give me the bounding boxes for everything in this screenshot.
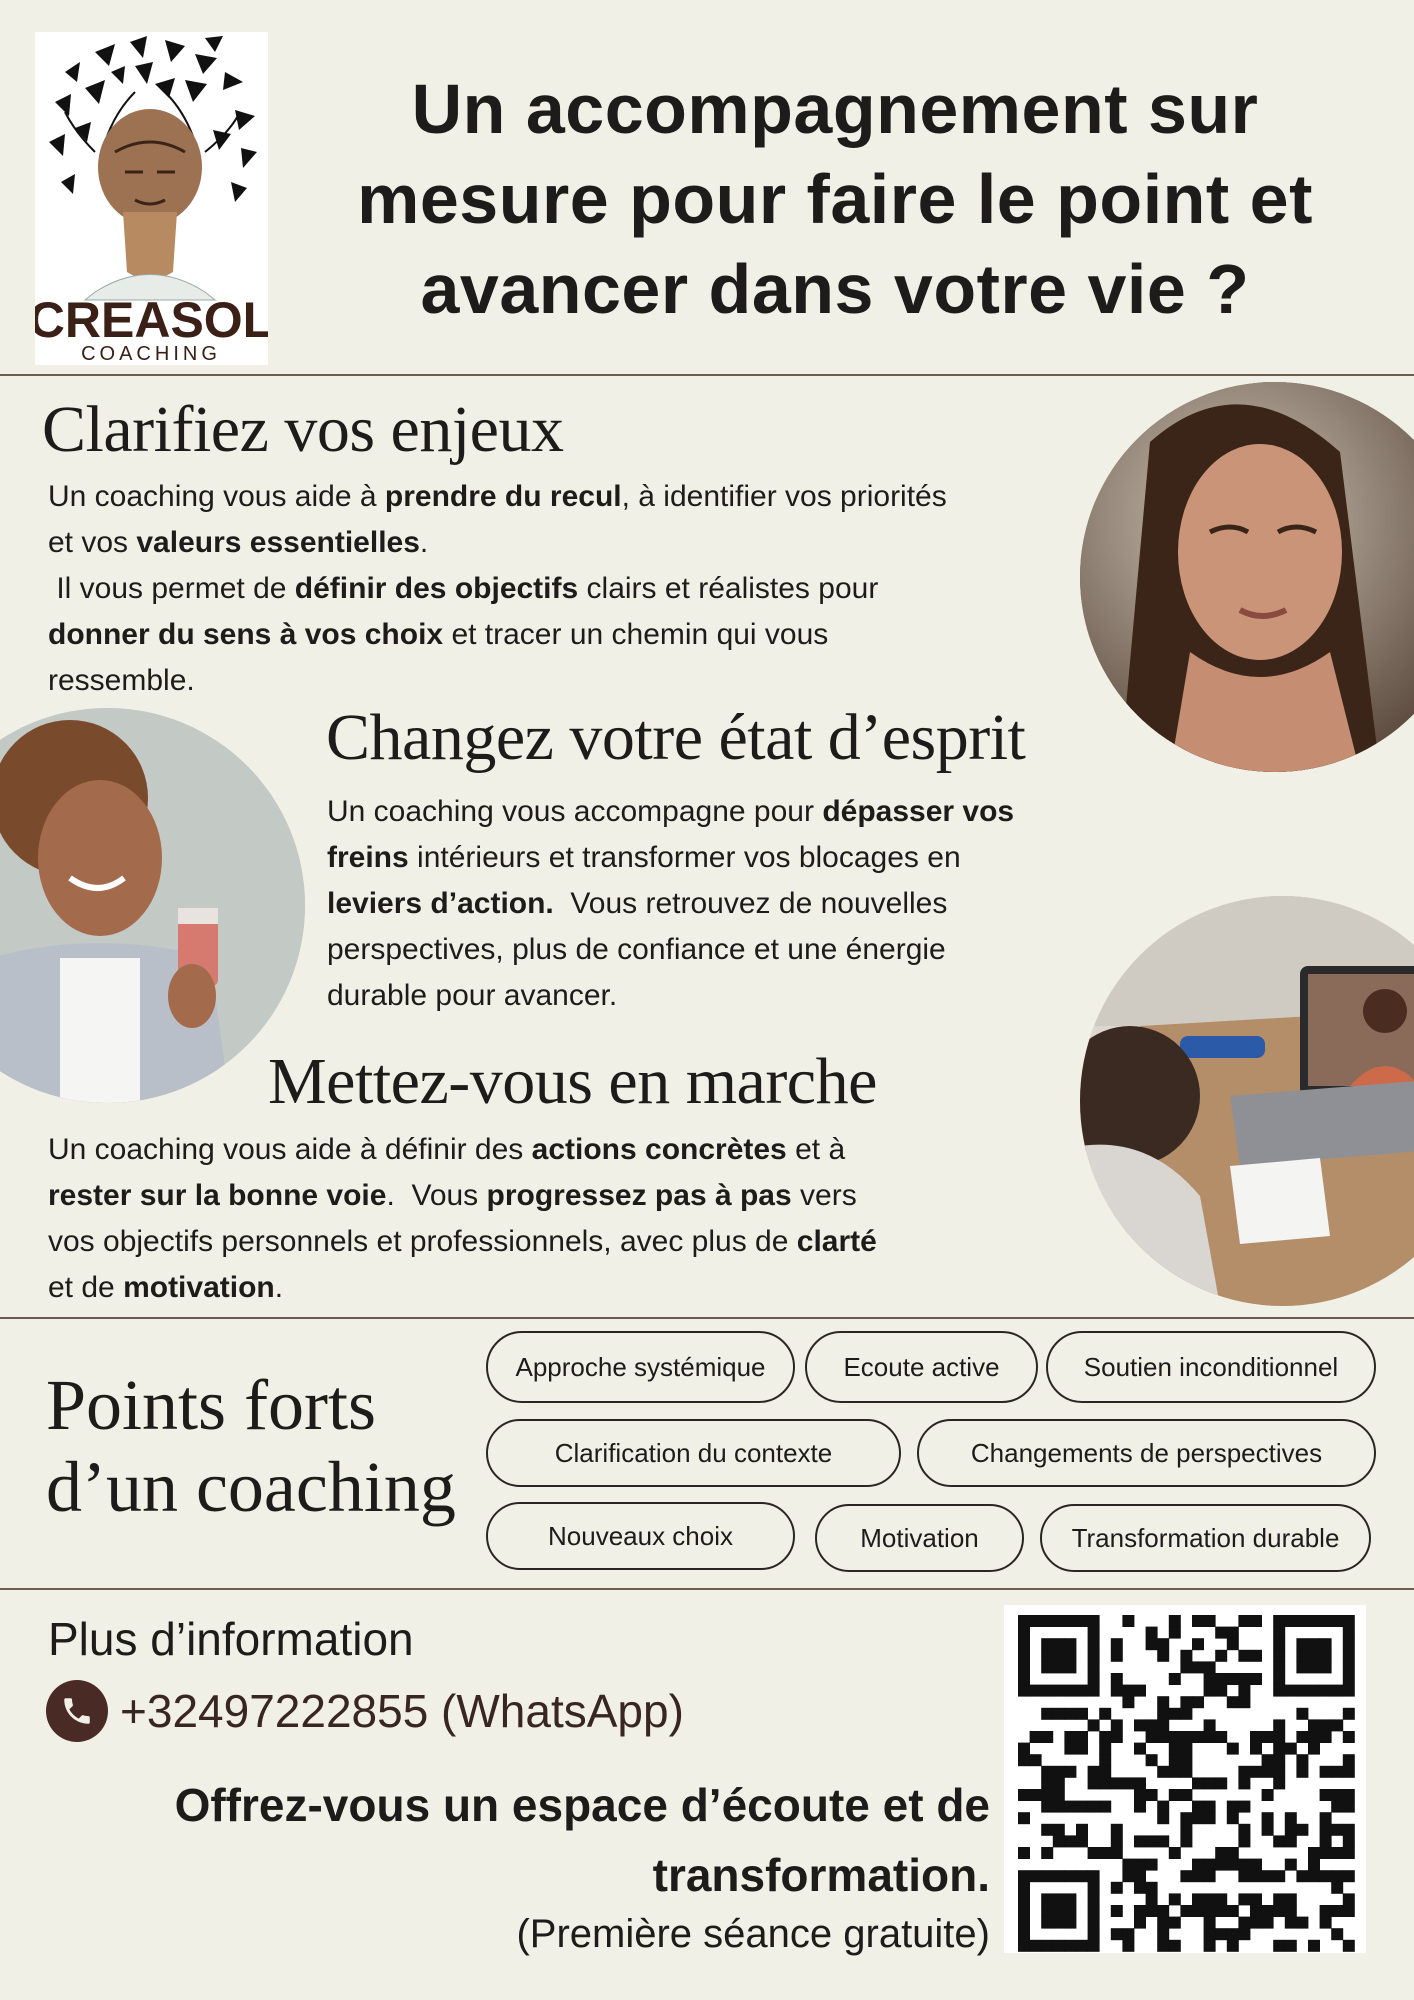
strengths-heading <box>46 1364 456 1528</box>
pill-new-choices: Nouveaux choix <box>486 1502 795 1570</box>
title-line: Un accompagnement sur <box>411 70 1259 148</box>
pill-unconditional-support: Soutien inconditionnel <box>1046 1331 1376 1403</box>
cta-line: Offrez-vous un espace d’écoute et de <box>174 1779 990 1831</box>
logo-illustration <box>35 32 268 365</box>
page-title <box>285 64 1385 334</box>
paragraph: Un coaching vous aide à définir des actions concrètes et à rester sur la bonne voie. Vous progressez pas à pas vers vos objectifs personnels et professionnels, avec plus de clarté et de motivation. <box>48 1133 877 1304</box>
video-call-photo <box>1080 896 1414 1306</box>
pill-systemic-approach: Approche systémique <box>486 1331 795 1403</box>
divider <box>0 1588 1414 1590</box>
divider <box>0 1317 1414 1319</box>
divider <box>0 374 1414 376</box>
section-heading-clarify: Clarifiez vos enjeux <box>42 393 564 466</box>
strengths-heading-line: Points forts <box>46 1365 377 1445</box>
call-to-action <box>40 1770 990 1910</box>
pill-context-clarification: Clarification du contexte <box>486 1419 901 1487</box>
logo-brand: CREASOL <box>35 292 268 348</box>
pill-motivation: Motivation <box>815 1504 1024 1572</box>
strengths-heading-line: d’un coaching <box>46 1447 456 1527</box>
woman-coffee-photo <box>0 708 305 1103</box>
section-body-mindset <box>327 789 1127 1019</box>
free-session-note: (Première séance gratuite) <box>516 1912 990 1956</box>
phone-number[interactable]: +32497222855 (WhatsApp) <box>120 1685 684 1737</box>
info-title: Plus d’information <box>48 1613 414 1665</box>
paragraph: Un coaching vous aide à prendre du recul, à identifier vos priorités et vos valeurs essentielles. <box>48 480 947 559</box>
cta-line: transformation. <box>652 1849 990 1901</box>
section-body-clarify <box>48 474 1088 704</box>
logo-tagline: COACHING <box>81 343 221 365</box>
section-heading-mindset: Changez votre état d’esprit <box>326 701 1026 774</box>
pill-active-listening: Ecoute active <box>805 1331 1038 1403</box>
section-heading-action: Mettez-vous en marche <box>268 1045 877 1118</box>
pill-perspective-changes: Changements de perspectives <box>917 1419 1376 1487</box>
title-line: mesure pour faire le point et <box>357 160 1313 238</box>
phone-row[interactable] <box>46 1680 684 1742</box>
pill-lasting-transformation: Transformation durable <box>1040 1504 1371 1572</box>
paragraph: Il vous permet de définir des objectifs clairs et réalistes pour donner du sens à vos choix et tracer un chemin qui vous ressemble. <box>48 572 879 697</box>
title-line: avancer dans votre vie ? <box>420 250 1250 328</box>
phone-icon <box>46 1680 108 1742</box>
qr-code-graphic <box>1004 1605 1366 1953</box>
section-body-action <box>48 1127 1088 1311</box>
qr-code[interactable] <box>1004 1605 1366 1953</box>
paragraph: Un coaching vous accompagne pour dépasser vos freins intérieurs et transformer vos blocages en leviers d’action. Vous retrouvez de nouvelles perspectives, plus de confiance et une énergie durable pour avancer. <box>327 795 1015 1012</box>
woman-portrait-photo <box>1080 382 1414 772</box>
creasol-logo <box>35 32 268 365</box>
